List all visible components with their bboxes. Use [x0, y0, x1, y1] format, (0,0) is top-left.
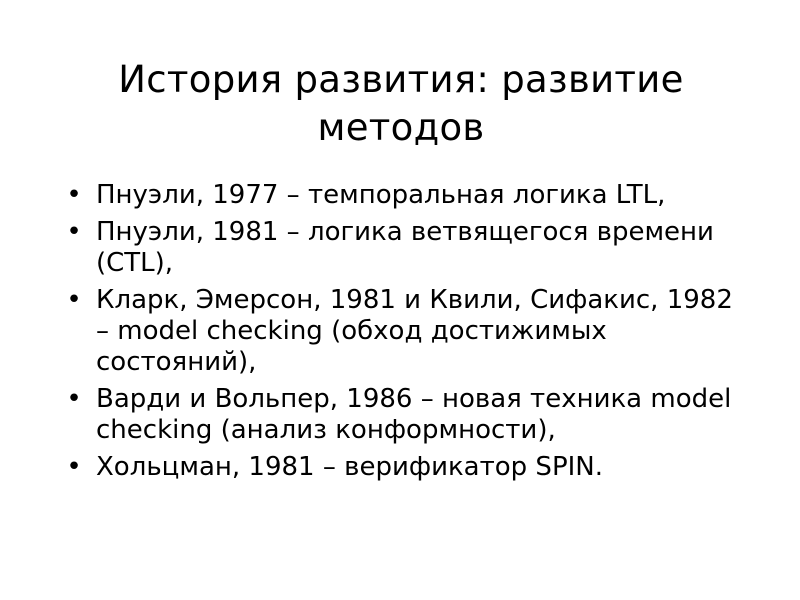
- bullet-list: [62, 180, 740, 483]
- bullet-text: Хольцман, 1981 – верификатор SPIN.: [96, 452, 603, 482]
- bullet-dot-icon: •: [66, 452, 82, 482]
- bullet-text: Пнуэли, 1977 – темпоральная логика LTL,: [96, 180, 666, 210]
- bullet-item-ltl: [62, 180, 740, 211]
- bullet-text: Пнуэли, 1981 – логика ветвящегося времени (CTL),: [96, 217, 714, 278]
- bullet-text: Кларк, Эмерсон, 1981 и Квили, Сифакис, 1982 – model checking (обход достижимых состояний),: [96, 285, 733, 377]
- bullet-dot-icon: •: [66, 217, 82, 247]
- bullet-item-ctl: [62, 217, 740, 279]
- bullet-dot-icon: •: [66, 180, 82, 210]
- slide-title: История развития: развитие методов: [118, 58, 684, 149]
- bullet-dot-icon: •: [66, 285, 82, 315]
- bullet-item-model-checking: [62, 285, 740, 378]
- bullet-item-spin: [62, 452, 740, 483]
- bullet-dot-icon: •: [66, 384, 82, 414]
- bullet-item-vardi-wolper: [62, 384, 740, 446]
- bullet-text: Варди и Вольпер, 1986 – новая техника model checking (анализ конформности),: [96, 384, 732, 445]
